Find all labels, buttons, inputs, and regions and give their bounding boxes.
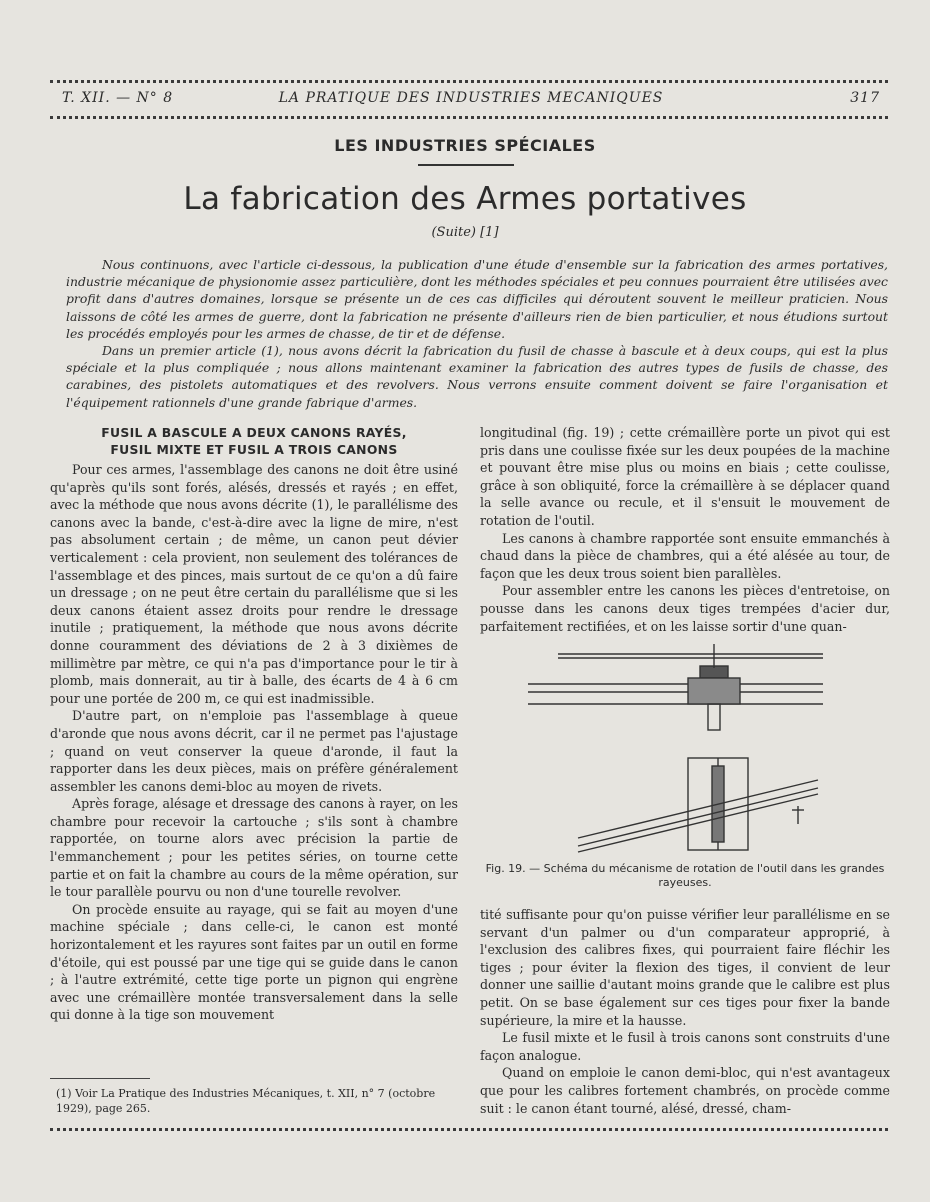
body-paragraph: D'autre part, on n'emploie pas l'assemblage à queue d'aronde que nous avons décrit, car il ne permet pas l'ajustage ; quand on veut conserver la queue d'aronde, il faut la rapporter dans les deux pièces, mais on préfère généralement assembler les canons demi-bloc au moyen de rivets. bbox=[50, 708, 458, 794]
page-number: 317 bbox=[850, 90, 880, 106]
section-title: LES INDUSTRIES SPÉCIALES bbox=[334, 136, 596, 155]
header-dotted-rule-top bbox=[50, 80, 888, 83]
figure-oblique-guide bbox=[578, 794, 818, 852]
footnote: (1) Voir La Pratique des Industries Mécaniques, t. XII, n° 7 (octobre 1929), page 265. bbox=[56, 1087, 436, 1115]
footer-dotted-rule bbox=[50, 1128, 888, 1131]
body-paragraph: tité suffisante pour qu'on puisse vérifier leur parallélisme en se servant d'un palmer ou d'un comparateur approprié, à l'exclusion des calibres fixes, qui pourraient faire fléchir les tiges ; pour éviter la flexion des tiges, il convient de leur donner une saillie d'autant moins grande que le calibre est plus petit. On se base également sur ces tiges pour fixer la bande supérieure, la mire et la hausse. bbox=[480, 907, 890, 1028]
intro-paragraph: Dans un premier article (1), nous avons décrit la fabrication du fusil de chasse à bascule et à deux coups, qui est la plus spéciale et la plus compliquée ; nous allons maintenant examiner la fabrication des autres types de fusils de chasse, des carabines, des pistolets automatiques et des revolvers. Nous verrons ensuite comment doivent se faire l'organisation et l'équipement rationnels d'une grande fabrique d'armes. bbox=[66, 343, 888, 410]
body-paragraph: Pour assembler entre les canons les pièces d'entretoise, on pousse dans les canons deux tiges trempées d'acier dur, parfaitement rectifiées, et on les laisse sortir d'une quan- bbox=[480, 583, 890, 634]
figure-caption: Fig. 19. — Schéma du mécanisme de rotation de l'outil dans les grandes rayeuses. bbox=[485, 862, 885, 889]
heading-line-2: FUSIL MIXTE ET FUSIL A TROIS CANONS bbox=[110, 442, 398, 457]
figure-stem bbox=[708, 704, 720, 730]
article-subtitle: (Suite) [1] bbox=[431, 225, 499, 240]
body-paragraph: Pour ces armes, l'assemblage des canons ne doit être usiné qu'après qu'ils sont forés, alésés, dressés et rayés ; en effet, avec la méthode que nous avons décrite (1), le parallélisme des canons avec la bande, c'est-à-dire avec la ligne de mire, n'est pas absolument certain ; de même, un canon peut dévier verticalement : cela provient, non seulement des tolérances de l'assemblage et des pinces, mais surtout de ce qu'on a dû faire un dressage ; on ne peut être certain du parallélisme que si les deux canons étaient assez droits pour rendre le dressage inutile ; pratiquement, la méthode que nous avons décrite donne couramment des déviations de 2 à 3 dixièmes de millimètre par mètre, ce qui n'a pas d'importance pour le tir à plomb, mais donnerait, au tir à balle, des écarts de 4 à 6 cm pour une portée de 200 m, ce qui est inadmissible. bbox=[50, 462, 458, 706]
figure-slide-block bbox=[688, 678, 740, 704]
volume-issue: T. XII. — N° 8 bbox=[62, 90, 174, 106]
section-rule bbox=[418, 164, 514, 166]
running-header bbox=[62, 90, 880, 110]
journal-title: LA PRATIQUE DES INDUSTRIES MECANIQUES bbox=[278, 90, 664, 106]
article-title: La fabrication des Armes portatives bbox=[183, 181, 747, 217]
introduction bbox=[66, 256, 888, 411]
figure-19-rifling-mechanism-diagram bbox=[518, 638, 838, 858]
figure-oblique-guide bbox=[578, 788, 818, 846]
body-paragraph: Quand on emploie le canon demi-bloc, qui n'est avantageux que pour les calibres fortement chambrés, on procède comme suit : le canon étant tourné, alésé, dressé, cham- bbox=[480, 1065, 890, 1116]
article-heading bbox=[50, 424, 458, 458]
heading-line-1: FUSIL A BASCULE A DEUX CANONS RAYÉS, bbox=[101, 425, 407, 440]
figure-oblique-guide bbox=[578, 780, 818, 838]
body-paragraph: Après forage, alésage et dressage des canons à rayer, on les chambre pour recevoir la cartouche ; s'ils sont à chambre rapportée, on tourne alors avec précision la partie de l'emmanchement ; pour les petites séries, on tourne cette partie et on fait la chambre au cours de la même opération, sur le tour parallèle pourvu ou non d'une tourelle revolver. bbox=[50, 796, 458, 900]
right-column-bottom bbox=[480, 906, 890, 1117]
body-paragraph: Le fusil mixte et le fusil à trois canons sont construits d'une façon analogue. bbox=[480, 1030, 890, 1063]
header-dotted-rule-bottom bbox=[50, 116, 888, 119]
body-paragraph: longitudinal (fig. 19) ; cette crémaillère porte un pivot qui est pris dans une coulisse fixée sur les deux poupées de la machine et pouvant être mise plus ou moins en biais ; cette coulisse, grâce à son obliquité, force la crémaillère à se déplacer quand la selle avance ou recule, et il s'ensuit le mouvement de rotation de l'outil. bbox=[480, 425, 890, 528]
right-column-top bbox=[480, 424, 890, 635]
footnote-rule bbox=[50, 1078, 150, 1079]
intro-paragraph: Nous continuons, avec l'article ci-dessous, la publication d'une étude d'ensemble sur la fabrication des armes portatives, industrie mécanique de physionomie assez particulière, dont les méthodes spéciales et peu connues pourraient être utilisées avec profit dans d'autres domaines, lorsque se présente un de ces cas difficiles qui déroutent souvent le meilleur praticien. Nous laissons de côté les armes de guerre, dont la fabrication ne présente d'ailleurs rien de bien particulier, et nous étudions surtout les procédés employés pour les armes de chasse, de tir et de défense. bbox=[66, 257, 888, 341]
body-paragraph: On procède ensuite au rayage, qui se fait au moyen d'une machine spéciale ; dans celle-ci, le canon est monté horizontalement et les rayures sont faites par un outil en forme d'étoile, qui est poussé par une tige qui se guide dans le canon ; à l'autre extrémité, cette tige porte un pignon qui engrène avec une crémaillère montée transversalement dans la selle qui donne à la tige son mouvement bbox=[50, 901, 458, 1023]
body-paragraph: Les canons à chambre rapportée sont ensuite emmanchés à chaud dans la pièce de chambres, qui a été alésée au tour, de façon que les deux trous soient bien parallèles. bbox=[480, 530, 890, 581]
left-column bbox=[50, 424, 458, 1024]
